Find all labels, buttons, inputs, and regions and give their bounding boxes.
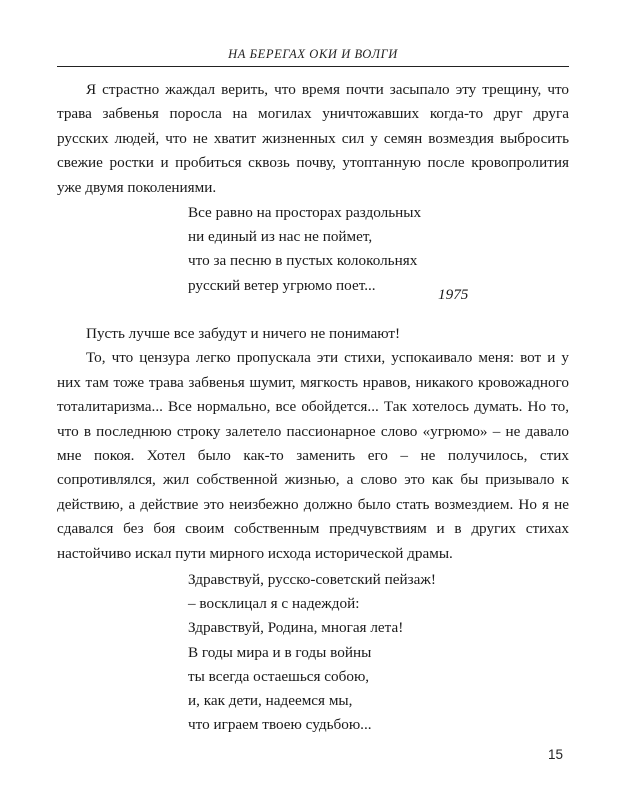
poem-stanza-2	[188, 568, 436, 737]
paragraph: То, что цензура легко пропускала эти стихи, успокаивало меня: вот и у них там тоже трава забвенья шумит, мягкость нравов, никакого кровожадного тоталитаризма... Все нормально, все обойдется... Так хотелось думать. Но то, что в последнюю строку залетело пассионарное слово «угрюмо» – не давало мне покоя. Хотел было как-то заменить его – не получилось, стих сопротивлялся, жил собственной жизнью, а слово это как бы призывало к действию, а действие это неизбежно должно было стать возмездием. Но я не сдавался без боя своим собственным предчувствиям и в других стихах настойчиво искал пути мирного исхода исторической драмы.	[57, 349, 569, 562]
poem-date: 1975	[438, 286, 469, 303]
poem-line: Здравствуй, Родина, многая лета!	[188, 619, 404, 637]
paragraph: Я страстно жаждал верить, что время почти засыпало эту трещину, что трава забвенья поросла на могилах уничтожавших когда-то друг друга русских людей, что не хватит жизненных сил у семян возмездия выбросить свежие ростки и пробиться сквозь почву, утоптанную после кровопролития уже двумя поколениями.	[57, 81, 569, 196]
poem-line: и, как дети, надеемся мы,	[188, 692, 353, 710]
poem-line: ни единый из нас не поймет,	[188, 228, 373, 246]
page-number: 15	[548, 747, 564, 762]
poem-line: – восклицал я с надеждой:	[188, 595, 360, 613]
poem-line: Здравствуй, русско-советский пейзаж!	[188, 571, 436, 588]
poem-line: В годы мира и в годы войны	[188, 643, 372, 661]
header-rule	[57, 66, 569, 67]
prose-block-bottom	[57, 322, 569, 566]
prose-block-top	[57, 78, 569, 200]
paragraph: Пусть лучше все забудут и ничего не понимают!	[86, 325, 401, 342]
running-head: НА БЕРЕГАХ ОКИ И ВОЛГИ	[228, 47, 398, 61]
poem-line: русский ветер угрюмо поет...	[188, 276, 376, 294]
poem-stanza-1	[188, 201, 421, 298]
poem-line: что играем твоею судьбою...	[188, 716, 372, 734]
poem-line: что за песню в пустых колокольнях	[188, 252, 418, 270]
poem-line: Все равно на просторах раздольных	[188, 204, 422, 221]
poem-line: ты всегда остаешься собою,	[188, 667, 370, 685]
